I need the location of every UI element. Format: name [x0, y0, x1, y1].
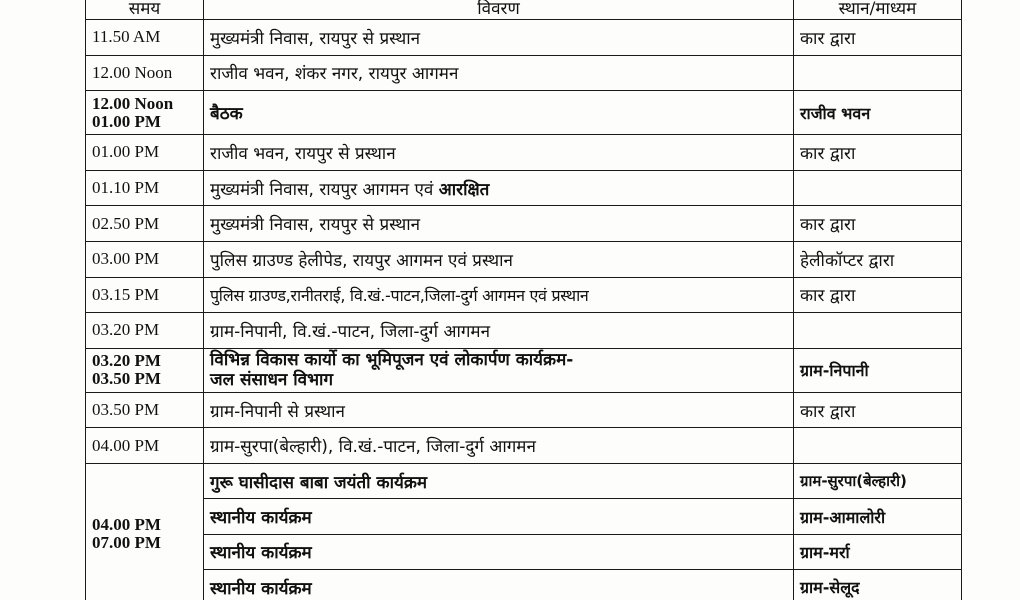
- place-cell: ग्राम-सेलूद: [794, 570, 962, 600]
- time-end: 03.50 PM: [92, 369, 161, 389]
- time-range-cell: [86, 91, 204, 135]
- description-cell: गुरू घासीदास बाबा जयंती कार्यक्रम: [204, 463, 794, 498]
- table-row-group: [86, 570, 962, 600]
- place-cell: कार द्वारा: [794, 135, 962, 171]
- table-row-group: [86, 534, 962, 569]
- time-start: 12.00 Noon: [92, 93, 174, 113]
- time-cell: 11.50 AM: [86, 20, 204, 56]
- table-row: [86, 428, 962, 464]
- place-cell: राजीव भवन: [794, 91, 962, 135]
- table-row-group: [86, 499, 962, 534]
- description-line-2: जल संसाधन विभाग: [210, 370, 334, 391]
- table-row: [86, 392, 962, 428]
- time-cell: 04.00 PM: [86, 428, 204, 464]
- description-cell: राजीव भवन, शंकर नगर, रायपुर आगमन: [204, 55, 794, 91]
- place-cell: हेलीकॉप्टर द्वारा: [794, 241, 962, 277]
- place-cell: [794, 170, 962, 206]
- time-cell: 03.15 PM: [86, 277, 204, 313]
- table-row: [86, 20, 962, 56]
- time-cell: 03.50 PM: [86, 392, 204, 428]
- table-row: [86, 206, 962, 242]
- time-cell: 02.50 PM: [86, 206, 204, 242]
- place-cell: ग्राम-सुरपा(बेल्हारी): [794, 463, 962, 498]
- description-cell: राजीव भवन, रायपुर से प्रस्थान: [204, 135, 794, 171]
- place-cell: कार द्वारा: [794, 20, 962, 56]
- place-cell: ग्राम-निपानी: [794, 348, 962, 392]
- place-cell: कार द्वारा: [794, 206, 962, 242]
- table-row: [86, 55, 962, 91]
- table-row-bold: [86, 348, 962, 392]
- description-cell: पुलिस ग्राउण्ड,रानीतराई, वि.खं.-पाटन,जिला-दुर्ग आगमन एवं प्रस्थान: [204, 277, 794, 313]
- place-cell: [794, 313, 962, 349]
- description-cell: ग्राम-निपानी से प्रस्थान: [204, 392, 794, 428]
- description-cell: स्थानीय कार्यक्रम: [204, 499, 794, 534]
- place-cell: [794, 428, 962, 464]
- header-row: [86, 0, 962, 20]
- table-row: [86, 241, 962, 277]
- time-cell: 12.00 Noon: [86, 55, 204, 91]
- table-row: [86, 277, 962, 313]
- table-row-group: [86, 463, 962, 498]
- place-cell: कार द्वारा: [794, 392, 962, 428]
- place-cell: ग्राम-आमालोरी: [794, 499, 962, 534]
- time-cell: 01.10 PM: [86, 170, 204, 206]
- description-cell: ग्राम-निपानी, वि.खं.-पाटन, जिला-दुर्ग आगमन: [204, 313, 794, 349]
- time-cell: 03.20 PM: [86, 313, 204, 349]
- time-end: 01.00 PM: [92, 111, 161, 131]
- time-start: 04.00 PM: [92, 515, 161, 535]
- description-cell: ग्राम-सुरपा(बेल्हारी), वि.खं.-पाटन, जिला-दुर्ग आगमन: [204, 428, 794, 464]
- header-time: समय: [86, 0, 204, 20]
- header-place: स्थान/माध्यम: [794, 0, 962, 20]
- schedule-table: [85, 0, 962, 600]
- time-range-cell: [86, 463, 204, 600]
- description-cell: पुलिस ग्राउण्ड हेलीपेड, रायपुर आगमन एवं प्रस्थान: [204, 241, 794, 277]
- description-line-1: विभिन्न विकास कार्यो का भूमिपूजन एवं लोकार्पण कार्यक्रम-: [210, 350, 574, 371]
- description-cell: स्थानीय कार्यक्रम: [204, 534, 794, 569]
- time-end: 07.00 PM: [92, 533, 161, 553]
- place-cell: ग्राम-मर्रा: [794, 534, 962, 569]
- table-row: [86, 135, 962, 171]
- place-cell: कार द्वारा: [794, 277, 962, 313]
- description-cell: मुख्यमंत्री निवास, रायपुर से प्रस्थान: [204, 206, 794, 242]
- time-cell: 01.00 PM: [86, 135, 204, 171]
- header-description: विवरण: [204, 0, 794, 20]
- place-cell: [794, 55, 962, 91]
- time-range-cell: [86, 348, 204, 392]
- description-cell: बैठक: [204, 91, 794, 135]
- table-row: [86, 170, 962, 206]
- description-cell: स्थानीय कार्यक्रम: [204, 570, 794, 600]
- description-cell: [204, 348, 794, 392]
- table-row: [86, 313, 962, 349]
- description-text: मुख्यमंत्री निवास, रायपुर आगमन एवं: [210, 179, 439, 200]
- reserved-text: आरक्षित: [438, 179, 490, 200]
- time-start: 03.20 PM: [92, 351, 161, 371]
- description-cell: [204, 170, 794, 206]
- description-cell: मुख्यमंत्री निवास, रायपुर से प्रस्थान: [204, 20, 794, 56]
- time-cell: 03.00 PM: [86, 241, 204, 277]
- table-row-bold: [86, 91, 962, 135]
